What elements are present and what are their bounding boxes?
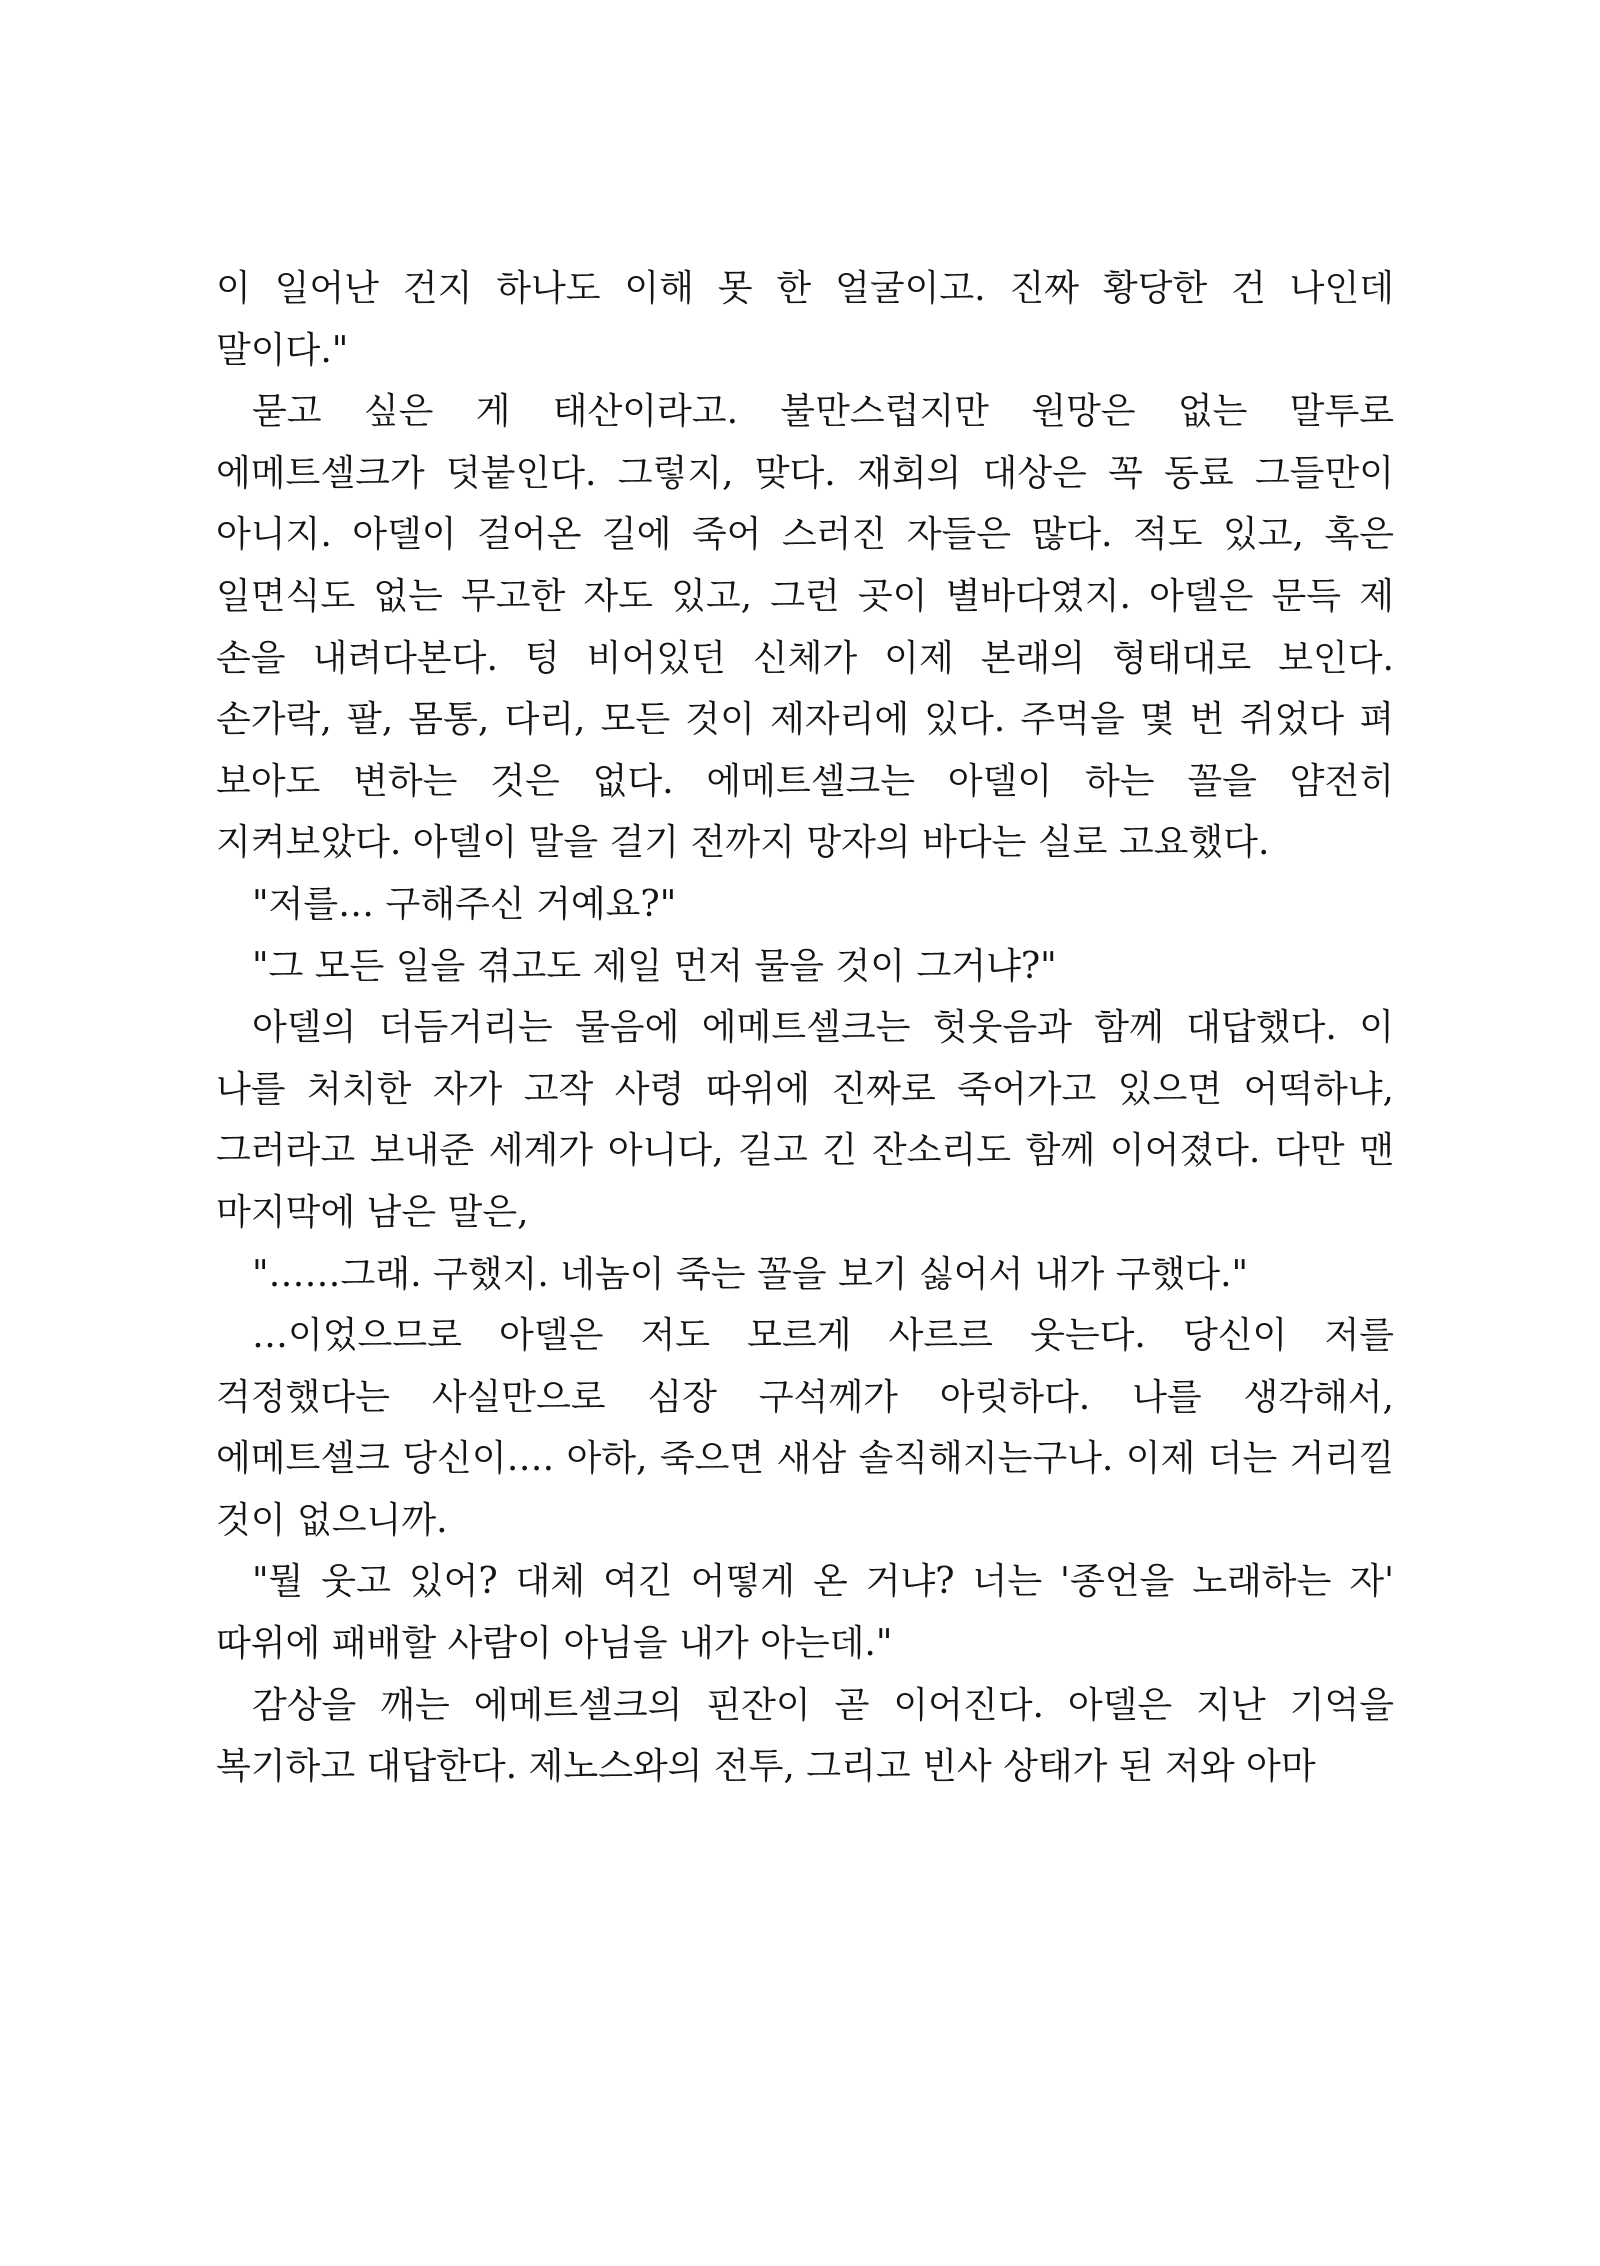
body-text	[216, 258, 1394, 1798]
paragraph-4: "그 모든 일을 겪고도 제일 먼저 물을 것이 그거냐?"	[252, 945, 1057, 987]
paragraph-6: "……그래. 구했지. 네놈이 죽는 꼴을 보기 싫어서 내가 구했다."	[252, 1253, 1249, 1295]
paragraph-5: 아델의 더듬거리는 물음에 에메트셀크는 헛웃음과 함께 대답했다. 이 나를 처치한 자가 고작 사령 따위에 진짜로 죽어가고 있으면 어떡하냐, 그러라고 보내준 세계가 아니다, 길고 긴 잔소리도 함께 이어졌다. 다만 맨 마지막에 남은 말은,	[216, 1007, 1394, 1233]
paragraph-3: "저를… 구해주신 거예요?"	[252, 883, 677, 925]
paragraph-9: 감상을 깨는 에메트셀크의 핀잔이 곧 이어진다. 아델은 지난 기억을 복기하고 대답한다. 제노스와의 전투, 그리고 빈사 상태가 된 저와 아마	[216, 1684, 1394, 1788]
paragraph-2: 묻고 싶은 게 태산이라고. 불만스럽지만 원망은 없는 말투로 에메트셀크가 덧붙인다. 그렇지, 맞다. 재회의 대상은 꼭 동료 그들만이 아니지. 아델이 걸어온 길에 죽어 스러진 자들은 많다. 적도 있고, 혹은 일면식도 없는 무고한 자도 있고, 그런 곳이 별바다였지. 아델은 문득 제 손을 내려다본다. 텅 비어있던 신체가 이제 본래의 형태대로 보인다. 손가락, 팔, 몸통, 다리, 모든 것이 제자리에 있다. 주먹을 몇 번 쥐었다 펴 보아도 변하는 것은 없다. 에메트셀크는 아델이 하는 꼴을 얌전히 지켜보았다. 아델이 말을 걸기 전까지 망자의 바다는 실로 고요했다.	[216, 391, 1394, 864]
paragraph-8: "뭘 웃고 있어? 대체 여긴 어떻게 온 거냐? 너는 '종언을 노래하는 자' 따위에 패배할 사람이 아님을 내가 아는데."	[216, 1561, 1394, 1665]
paragraph-1: 이 일어난 건지 하나도 이해 못 한 얼굴이고. 진짜 황당한 건 나인데 말이다."	[216, 268, 1394, 371]
paragraph-7: …이었으므로 아델은 저도 모르게 사르르 웃는다. 당신이 저를 걱정했다는 사실만으로 심장 구석께가 아릿하다. 나를 생각해서, 에메트셀크 당신이…. 아하, 죽으면 새삼 솔직해지는구나. 이제 더는 거리낄 것이 없으니까.	[216, 1315, 1394, 1541]
